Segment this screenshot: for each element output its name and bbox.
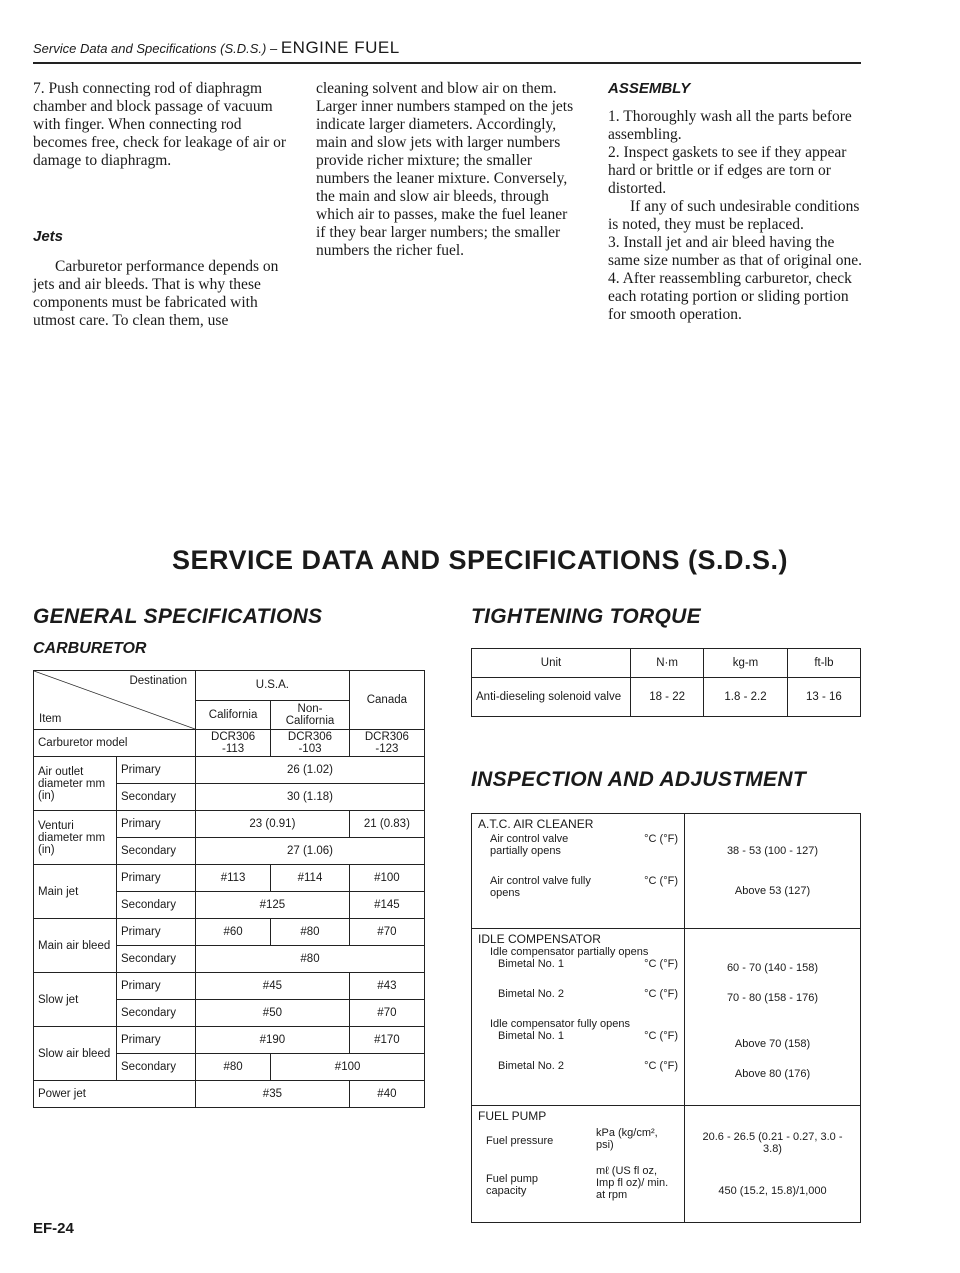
header-text bbox=[33, 38, 400, 58]
anti-dieseling-label: Anti-dieseling solenoid valve bbox=[472, 678, 631, 717]
secondary-label: Secondary bbox=[117, 946, 196, 973]
page-header bbox=[33, 36, 861, 64]
unit-label: °C (°F) bbox=[644, 988, 678, 1000]
tightening-torque-heading: TIGHTENING TORQUE bbox=[471, 605, 701, 628]
slow-air-bleed-primary-canada: #170 bbox=[349, 1027, 424, 1054]
idle-label: IDLE COMPENSATOR bbox=[478, 932, 601, 946]
assembly-step-1: 1. Thoroughly wash all the parts before assembling. bbox=[608, 108, 852, 143]
unit-label: °C (°F) bbox=[644, 958, 678, 970]
idle-partial-bm2-value: 70 - 80 (158 - 176) bbox=[726, 992, 819, 1004]
model-california: DCR306 -113 bbox=[196, 730, 271, 757]
slow-air-bleed-label: Slow air bleed bbox=[34, 1027, 117, 1081]
power-jet-usa: #35 bbox=[196, 1081, 350, 1108]
step-7-text: 7. Push connecting rod of diaphragm chamber and block passage of vacuum with finger. When connecting rod becomes free, check for leakage of air or damage to diaphragm. bbox=[33, 80, 287, 169]
idle-partial-bm1-value: 60 - 70 (140 - 158) bbox=[726, 962, 819, 974]
slow-jet-primary-canada: #43 bbox=[349, 973, 424, 1000]
column-2 bbox=[316, 80, 580, 260]
sds-title: SERVICE DATA AND SPECIFICATIONS (S.D.S.) bbox=[171, 545, 789, 575]
canada-header: Canada bbox=[349, 671, 424, 730]
secondary-label: Secondary bbox=[117, 784, 196, 811]
header-corner-cell bbox=[34, 671, 196, 730]
main-air-bleed-secondary: #80 bbox=[196, 946, 425, 973]
primary-label: Primary bbox=[117, 865, 196, 892]
column-3 bbox=[608, 80, 862, 324]
fuel-pressure-label: Fuel pressure bbox=[486, 1135, 554, 1147]
assembly-step-4: 4. After reassembling carburetor, check each rotating portion or sliding portion for smooth operation. bbox=[608, 270, 852, 323]
slow-air-bleed-primary-usa: #190 bbox=[196, 1027, 350, 1054]
usa-header: U.S.A. bbox=[196, 671, 350, 701]
air-outlet-primary: 26 (1.02) bbox=[196, 757, 425, 784]
slow-air-bleed-secondary-california: #80 bbox=[196, 1054, 271, 1081]
slow-jet-secondary-canada: #70 bbox=[349, 1000, 424, 1027]
acv-full-label: Air control valve fully opens bbox=[490, 875, 591, 899]
venturi-label: Venturi diameter mm (in) bbox=[34, 811, 117, 865]
main-jet-primary-non-california: #114 bbox=[271, 865, 350, 892]
unit-label: °C (°F) bbox=[644, 833, 678, 845]
primary-label: Primary bbox=[117, 811, 196, 838]
primary-label: Primary bbox=[117, 1027, 196, 1054]
bimetal-2-label: Bimetal No. 2 bbox=[498, 988, 565, 1000]
main-air-bleed-primary-california: #60 bbox=[196, 919, 271, 946]
slow-air-bleed-secondary-other: #100 bbox=[271, 1054, 425, 1081]
torque-ftlb-value: 13 - 16 bbox=[787, 678, 860, 717]
header-prefix: Service Data and Specifications (S.D.S.) – bbox=[33, 41, 281, 56]
carburetor-heading: CARBURETOR bbox=[33, 640, 147, 657]
secondary-label: Secondary bbox=[117, 838, 196, 865]
air-outlet-secondary: 30 (1.18) bbox=[196, 784, 425, 811]
main-jet-primary-california: #113 bbox=[196, 865, 271, 892]
main-jet-secondary-usa: #125 bbox=[196, 892, 350, 919]
slow-jet-secondary-usa: #50 bbox=[196, 1000, 350, 1027]
assembly-step-3: 3. Install jet and air bleed having the same size number as that of original one. bbox=[608, 234, 862, 269]
fuel-pump-cell bbox=[472, 1106, 685, 1223]
inspection-heading: INSPECTION AND ADJUSTMENT bbox=[471, 768, 806, 791]
venturi-primary-usa: 23 (0.91) bbox=[196, 811, 350, 838]
torque-kgm-value: 1.8 - 2.2 bbox=[704, 678, 788, 717]
unit-header: Unit bbox=[472, 649, 631, 678]
ftlb-header: ft-lb bbox=[787, 649, 860, 678]
secondary-label: Secondary bbox=[117, 892, 196, 919]
air-outlet-label: Air outlet diameter mm (in) bbox=[34, 757, 117, 811]
kgm-header: kg-m bbox=[704, 649, 788, 678]
unit-label: °C (°F) bbox=[644, 875, 678, 887]
idle-full-bm1-value: Above 70 (158) bbox=[734, 1038, 811, 1050]
fuel-pump-capacity-unit: mℓ (US fl oz, Imp fl oz)/ min. at rpm bbox=[596, 1165, 669, 1201]
slow-jet-primary-usa: #45 bbox=[196, 973, 350, 1000]
inspection-table bbox=[471, 813, 861, 1223]
venturi-primary-canada: 21 (0.83) bbox=[349, 811, 424, 838]
atc-cell bbox=[472, 814, 685, 929]
main-air-bleed-primary-non-california: #80 bbox=[271, 919, 350, 946]
nm-header: N·m bbox=[631, 649, 704, 678]
fuel-pressure-value: 20.6 - 26.5 (0.21 - 0.27, 3.0 - 3.8) bbox=[702, 1131, 843, 1155]
power-jet-label: Power jet bbox=[34, 1081, 196, 1108]
jets-heading: Jets bbox=[33, 228, 64, 245]
general-specs-heading: GENERAL SPECIFICATIONS bbox=[33, 605, 323, 628]
torque-table bbox=[471, 648, 861, 717]
main-jet-label: Main jet bbox=[34, 865, 117, 919]
main-air-bleed-label: Main air bleed bbox=[34, 919, 117, 973]
idle-full-label: Idle compensator fully opens bbox=[490, 1018, 631, 1030]
carburetor-model-label: Carburetor model bbox=[34, 730, 196, 757]
unit-label: °C (°F) bbox=[644, 1030, 678, 1042]
main-jet-secondary-canada: #145 bbox=[349, 892, 424, 919]
primary-label: Primary bbox=[117, 973, 196, 1000]
fuel-pump-label: FUEL PUMP bbox=[478, 1109, 547, 1123]
atc-values bbox=[685, 814, 861, 929]
venturi-secondary: 27 (1.06) bbox=[196, 838, 425, 865]
primary-label: Primary bbox=[117, 919, 196, 946]
fuel-pump-values bbox=[685, 1106, 861, 1223]
power-jet-canada: #40 bbox=[349, 1081, 424, 1108]
header-section: ENGINE FUEL bbox=[280, 38, 400, 57]
fuel-pump-capacity-label: Fuel pump capacity bbox=[486, 1173, 538, 1197]
page-number: EF-24 bbox=[33, 1220, 74, 1237]
primary-label: Primary bbox=[117, 757, 196, 784]
model-non-california: DCR306 -103 bbox=[271, 730, 350, 757]
assembly-step-2b: If any of such undesirable conditions is noted, they must be replaced. bbox=[608, 198, 860, 233]
main-jet-primary-canada: #100 bbox=[349, 865, 424, 892]
idle-cell bbox=[472, 929, 685, 1106]
assembly-heading: ASSEMBLY bbox=[608, 80, 691, 97]
idle-values bbox=[685, 929, 861, 1106]
slow-jet-label: Slow jet bbox=[34, 973, 117, 1027]
column-1 bbox=[33, 80, 289, 330]
secondary-label: Secondary bbox=[117, 1054, 196, 1081]
jets-continued-text: cleaning solvent and blow air on them. Larger inner numbers stamped on the jets indicate larger diameters. Accordingly, main and slow jets with larger numbers provide richer mixture; the smaller numbers the leaner mixture. Conversely, the main and slow air bleeds, through which air to passes, make the fuel leaner if they bear larger numbers; the smaller numbers the richer fuel. bbox=[316, 80, 574, 259]
destination-label: Destination bbox=[129, 675, 187, 687]
unit-label: °C (°F) bbox=[644, 1060, 678, 1072]
california-header: California bbox=[196, 700, 271, 730]
acv-partial-value: 38 - 53 (100 - 127) bbox=[726, 845, 819, 857]
torque-nm-value: 18 - 22 bbox=[631, 678, 704, 717]
bimetal-1-label: Bimetal No. 1 bbox=[498, 1030, 565, 1042]
fuel-pump-capacity-value: 450 (15.2, 15.8)/1,000 bbox=[718, 1185, 827, 1197]
atc-label: A.T.C. AIR CLEANER bbox=[478, 817, 594, 831]
carburetor-table bbox=[33, 670, 425, 1108]
jets-text: Carburetor performance depends on jets and air bleeds. That is why these components must be fabricated with utmost care. To clean them, use bbox=[33, 258, 279, 329]
acv-partial-label: Air control valve partially opens bbox=[490, 833, 569, 857]
model-canada: DCR306 -123 bbox=[349, 730, 424, 757]
secondary-label: Secondary bbox=[117, 1000, 196, 1027]
fuel-pressure-unit: kPa (kg/cm², psi) bbox=[596, 1127, 658, 1151]
non-california-header: Non-California bbox=[271, 700, 350, 730]
idle-partial-label: Idle compensator partially opens bbox=[490, 946, 649, 958]
bimetal-1-label: Bimetal No. 1 bbox=[498, 958, 565, 970]
item-label: Item bbox=[39, 713, 62, 725]
bimetal-2-label: Bimetal No. 2 bbox=[498, 1060, 565, 1072]
main-air-bleed-primary-canada: #70 bbox=[349, 919, 424, 946]
idle-full-bm2-value: Above 80 (176) bbox=[734, 1068, 811, 1080]
acv-full-value: Above 53 (127) bbox=[734, 885, 811, 897]
assembly-step-2: 2. Inspect gaskets to see if they appear hard or brittle or if edges are torn or distorted. bbox=[608, 144, 847, 197]
